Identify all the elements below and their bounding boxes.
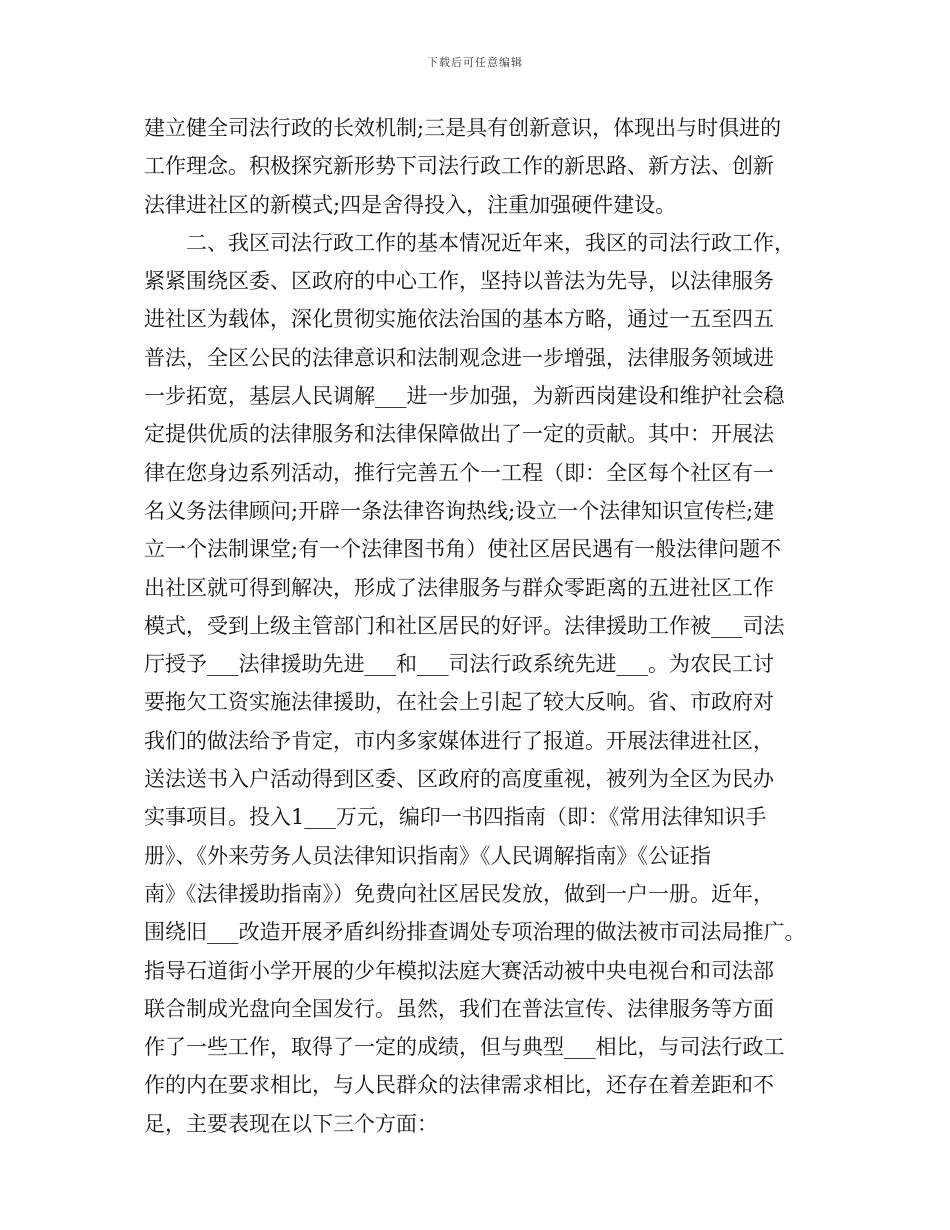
text-line: 一步拓宽，基层人民调解___进一步加强，为新西岗建设和维护社会稳 xyxy=(144,384,785,409)
text-line: 名义务法律顾问;开辟一条法律咨询热线;设立一个法律知识宣传栏;建 xyxy=(144,498,775,523)
text-line: 紧紧围绕区委、区政府的中心工作，坚持以普法为先导，以法律服务 xyxy=(144,269,774,294)
text-line: 法律进社区的新模式;四是舍得投入，注重加强硬件建设。 xyxy=(144,192,677,217)
text-line: 足，主要表现在以下三个方面： xyxy=(144,1111,438,1136)
text-line: 作的内在要求相比，与人民群众的法律需求相比，还存在着差距和不 xyxy=(144,1073,774,1098)
text-line: 册》、《外来劳务人员法律知识指南》《人民调解指南》《公证指 xyxy=(144,843,711,868)
paragraph-start-line: 二、我区司法行政工作的基本情况近年来，我区的司法行政工作， xyxy=(186,230,795,255)
text-line: 送法送书入户活动得到区委、区政府的高度重视，被列为全区为民办 xyxy=(144,767,774,792)
text-line: 建立健全司法行政的长效机制;三是具有创新意识，体现出与时俱进的 xyxy=(144,116,782,140)
text-line: 作了一些工作，取得了一定的成绩，但与典型___相比，与司法行政工 xyxy=(144,1035,785,1060)
text-line: 南》《法律援助指南》）免费向社区居民发放，做到一户一册。近年， xyxy=(144,881,774,906)
text-line: 定提供优质的法律服务和法律保障做出了一定的贡献。其中：开展法 xyxy=(144,422,774,447)
page-header: 下载后可任意编辑 xyxy=(427,56,523,69)
text-line: 出社区就可得到解决，形成了法律服务与群众零距离的五进社区工作 xyxy=(144,575,774,600)
text-line: 联合制成光盘向全国发行。虽然，我们在普法宣传、法律服务等方面 xyxy=(144,996,774,1021)
text-line: 厅授予___法律援助先进___和___司法行政系统先进___。为农民工讨 xyxy=(144,652,774,677)
text-line: 律在您身边系列活动，推行完善五个一工程（即：全区每个社区有一 xyxy=(144,460,774,485)
text-line: 围绕旧___改造开展矛盾纠纷排查调处专项治理的做法被市司法局推广。 xyxy=(144,920,806,945)
text-line: 实事项目。投入1___万元，编印一书四指南（即：《常用法律知识手 xyxy=(144,805,767,830)
text-line: 我们的做法给予肯定，市内多家媒体进行了报道。开展法律进社区， xyxy=(144,728,774,753)
text-line: 要拖欠工资实施法律援助，在社会上引起了较大反响。省、市政府对 xyxy=(144,690,774,715)
text-line: 模式，受到上级主管部门和社区居民的好评。法律援助工作被___司法 xyxy=(144,613,785,638)
text-line: 立一个法制课堂;有一个法律图书角）使社区居民遇有一般法律问题不 xyxy=(144,537,782,562)
text-line: 普法，全区公民的法律意识和法制观念进一步增强，法律服务领域进 xyxy=(144,345,774,370)
text-line: 工作理念。积极探究新形势下司法行政工作的新思路、新方法、创新 xyxy=(144,154,774,179)
text-line: 指导石道街小学开展的少年模拟法庭大赛活动被中央电视台和司法部 xyxy=(144,958,774,983)
document-body xyxy=(144,109,814,1143)
text-line: 进社区为载体，深化贯彻实施依法治国的基本方略，通过一五至四五 xyxy=(144,307,774,332)
